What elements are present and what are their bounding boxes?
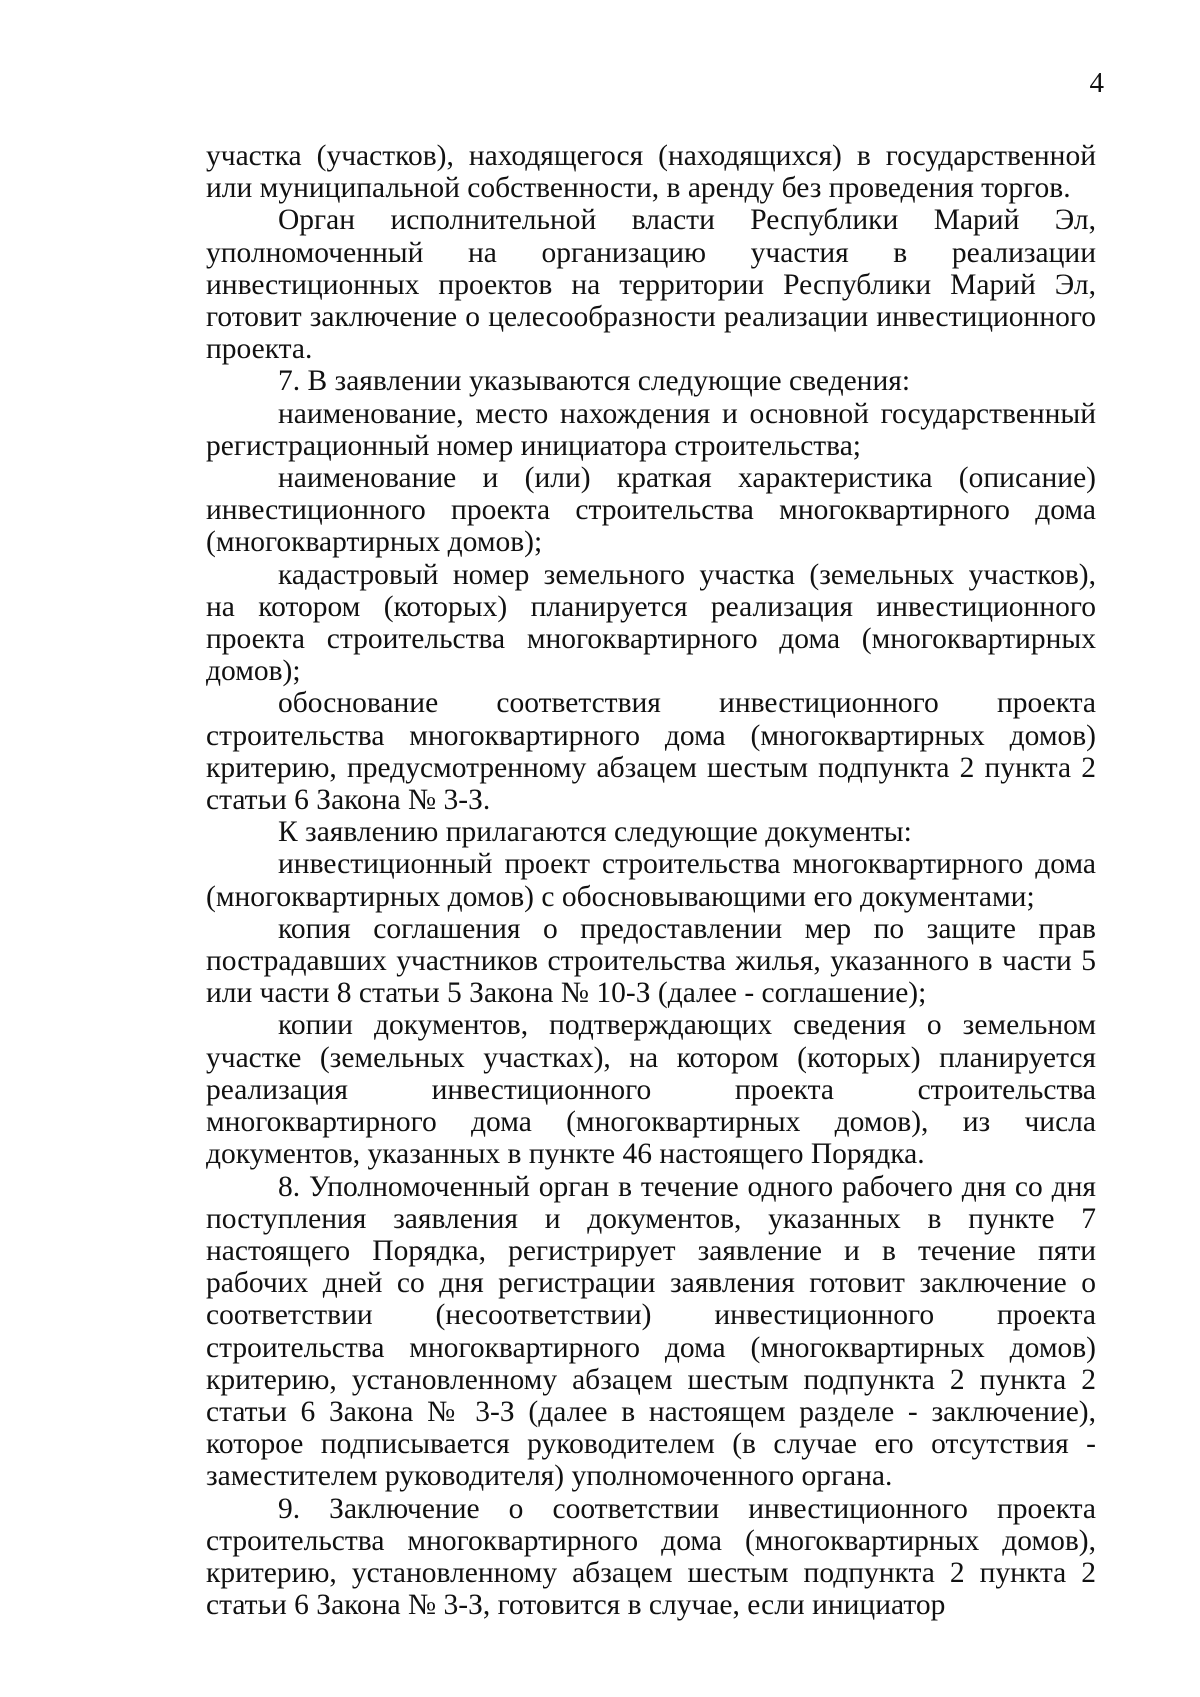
paragraph: кадастровый номер земельного участка (земельных участков), на котором (которых) планируется реализация инвестиционного проекта строительства многоквартирного дома (многоквартирных домов); [206,558,1096,688]
paragraph: наименование, место нахождения и основной государственный регистрационный номер инициатора строительства; [206,397,1096,462]
paragraph: копии документов, подтверждающих сведения о земельном участке (земельных участках), на котором (которых) планируется реализация инвестиционного проекта строительства многоквартирного дома (многоквартирных домов), из числа документов, указанных в пункте 46 настоящего Порядка. [206,1009,1096,1171]
paragraph: наименование и (или) краткая характеристика (описание) инвестиционного проекта строительства многоквартирного дома (многоквартирных домов); [206,462,1096,559]
paragraph: участка (участков), находящегося (находящихся) в государственной или муниципальной собственности, в аренду без проведения торгов. [206,140,1096,205]
page-number: 4 [1089,67,1104,99]
paragraph: 7. В заявлении указываются следующие сведения: [278,365,911,398]
paragraph: 9. Заключение о соответствии инвестиционного проекта строительства многоквартирного дома (многоквартирных домов), критерию, установленному абзацем шестым подпункта 2 пункта 2 статьи 6 Закона № 3-З, готовится в случае, если инициатор [206,1492,1096,1622]
paragraph: инвестиционный проект строительства многоквартирного дома (многоквартирных домов) с обосновывающими его документами; [206,848,1096,913]
document-body [206,140,1096,1621]
paragraph: К заявлению прилагаются следующие документы: [278,816,912,849]
paragraph: Орган исполнительной власти Республики Марий Эл, уполномоченный на организацию участия в реализации инвестиционных проектов на территории Республики Марий Эл, готовит заключение о целесообразности реализации инвестиционного проекта. [206,204,1096,366]
paragraph: 8. Уполномоченный орган в течение одного рабочего дня со дня поступления заявления и документов, указанных в пункте 7 настоящего Порядка, регистрирует заявление и в течение пяти рабочих дней со дня регистрации заявления готовит заключение о соответствии (несоответствии) инвестиционного проекта строительства многоквартирного дома (многоквартирных домов) критерию, установленному абзацем шестым подпункта 2 пункта 2 статьи 6 Закона № 3-З (далее в настоящем разделе - заключение), которое подписывается руководителем (в случае его отсутствия - заместителем руководителя) уполномоченного органа. [206,1170,1096,1493]
paragraph: копия соглашения о предоставлении мер по защите прав пострадавших участников строительства жилья, указанного в части 5 или части 8 статьи 5 Закона № 10-З (далее - соглашение); [206,912,1096,1010]
paragraph: обоснование соответствия инвестиционного проекта строительства многоквартирного дома (многоквартирных домов) критерию, предусмотренному абзацем шестым подпункта 2 пункта 2 статьи 6 Закона № 3-З. [206,687,1096,817]
